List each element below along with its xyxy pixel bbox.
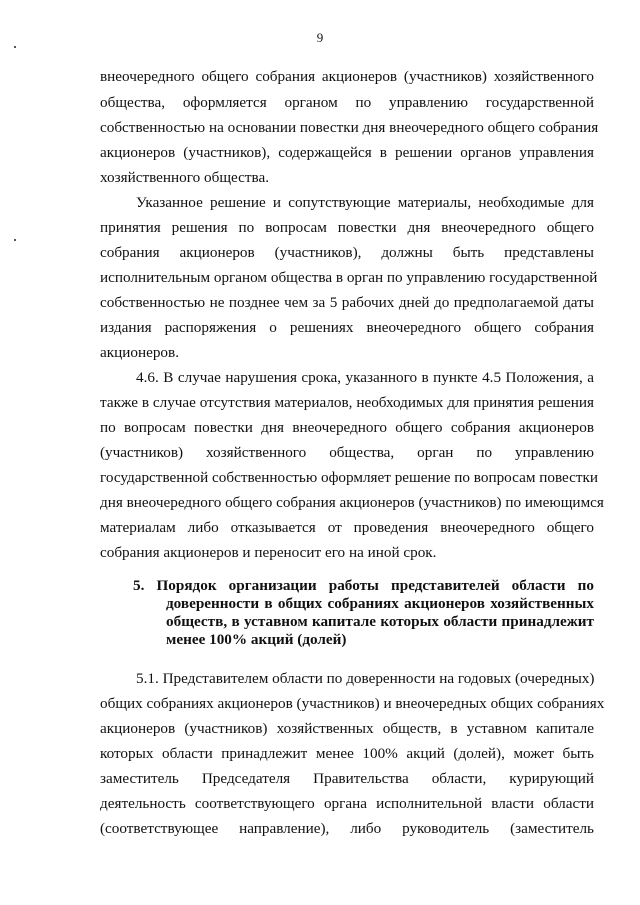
text-line: акционеров (участников), содержащейся в решении органов управления xyxy=(100,144,594,161)
text-line: хозяйственного общества. xyxy=(100,169,270,186)
text-line: 5.1. Представителем области по доверенности на годовых (очередных) xyxy=(136,670,595,687)
heading-line: менее 100% акций (долей) xyxy=(166,631,347,648)
text-line: внеочередного общего собрания акционеров (участников) хозяйственного xyxy=(100,68,594,85)
text-line: также в случае отсутствия материалов, необходимых для принятия решения xyxy=(100,394,594,411)
text-line: 4.6. В случае нарушения срока, указанного в пункте 4.5 Положения, а xyxy=(136,369,594,386)
text-line: акционеров. xyxy=(100,344,179,361)
text-line: собрания акционеров и переносит его на иной срок. xyxy=(100,544,437,561)
text-line: (соответствующее направление), либо руководитель (заместитель xyxy=(100,820,594,837)
text-line: заместитель Председателя Правительства области, курирующий xyxy=(100,770,594,787)
text-line: общества, оформляется органом по управлению государственной xyxy=(100,94,594,111)
text-line: издания распоряжения о решениях внеочередного общего собрания xyxy=(100,319,594,336)
scan-speck xyxy=(14,46,16,48)
text-line: акционеров (участников) хозяйственных обществ, в уставном капитале xyxy=(100,720,594,737)
scan-speck xyxy=(14,239,16,241)
text-line: материалам либо отказывается от проведения внеочередного общего xyxy=(100,519,594,536)
text-line: государственной собственностью оформляет решение по вопросам повестки xyxy=(100,469,599,486)
text-line: дня внеочередного общего собрания акционеров (участников) по имеющимся xyxy=(100,494,604,511)
text-line: собрания акционеров (участников), должны быть представлены xyxy=(100,244,594,261)
heading-line: доверенности в общих собраниях акционеров хозяйственных xyxy=(166,595,594,612)
text-line: общих собраниях акционеров (участников) и внеочередных общих собраниях xyxy=(100,695,605,712)
text-line: исполнительным органом общества в орган по управлению государственной xyxy=(100,269,598,286)
text-line: (участников) хозяйственного общества, орган по управлению xyxy=(100,444,594,461)
text-line: собственностью на основании повестки дня внеочередного общего собрания xyxy=(100,119,599,136)
text-line: Указанное решение и сопутствующие материалы, необходимые для xyxy=(136,194,594,211)
page-number: 9 xyxy=(316,30,324,45)
heading-line: обществ, в уставном капитале которых области принадлежит xyxy=(166,613,594,630)
text-line: которых области принадлежит менее 100% акций (долей), может быть xyxy=(100,745,594,762)
text-line: деятельность соответствующего органа исполнительной власти области xyxy=(100,795,594,812)
text-line: по вопросам повестки дня внеочередного общего собрания акционеров xyxy=(100,419,594,436)
heading-line: 5. Порядок организации работы представителей области по xyxy=(133,577,594,594)
text-line: принятия решения по вопросам повестки дня внеочередного общего xyxy=(100,219,594,236)
text-line: собственностью не позднее чем за 5 рабочих дней до предполагаемой даты xyxy=(100,294,594,311)
